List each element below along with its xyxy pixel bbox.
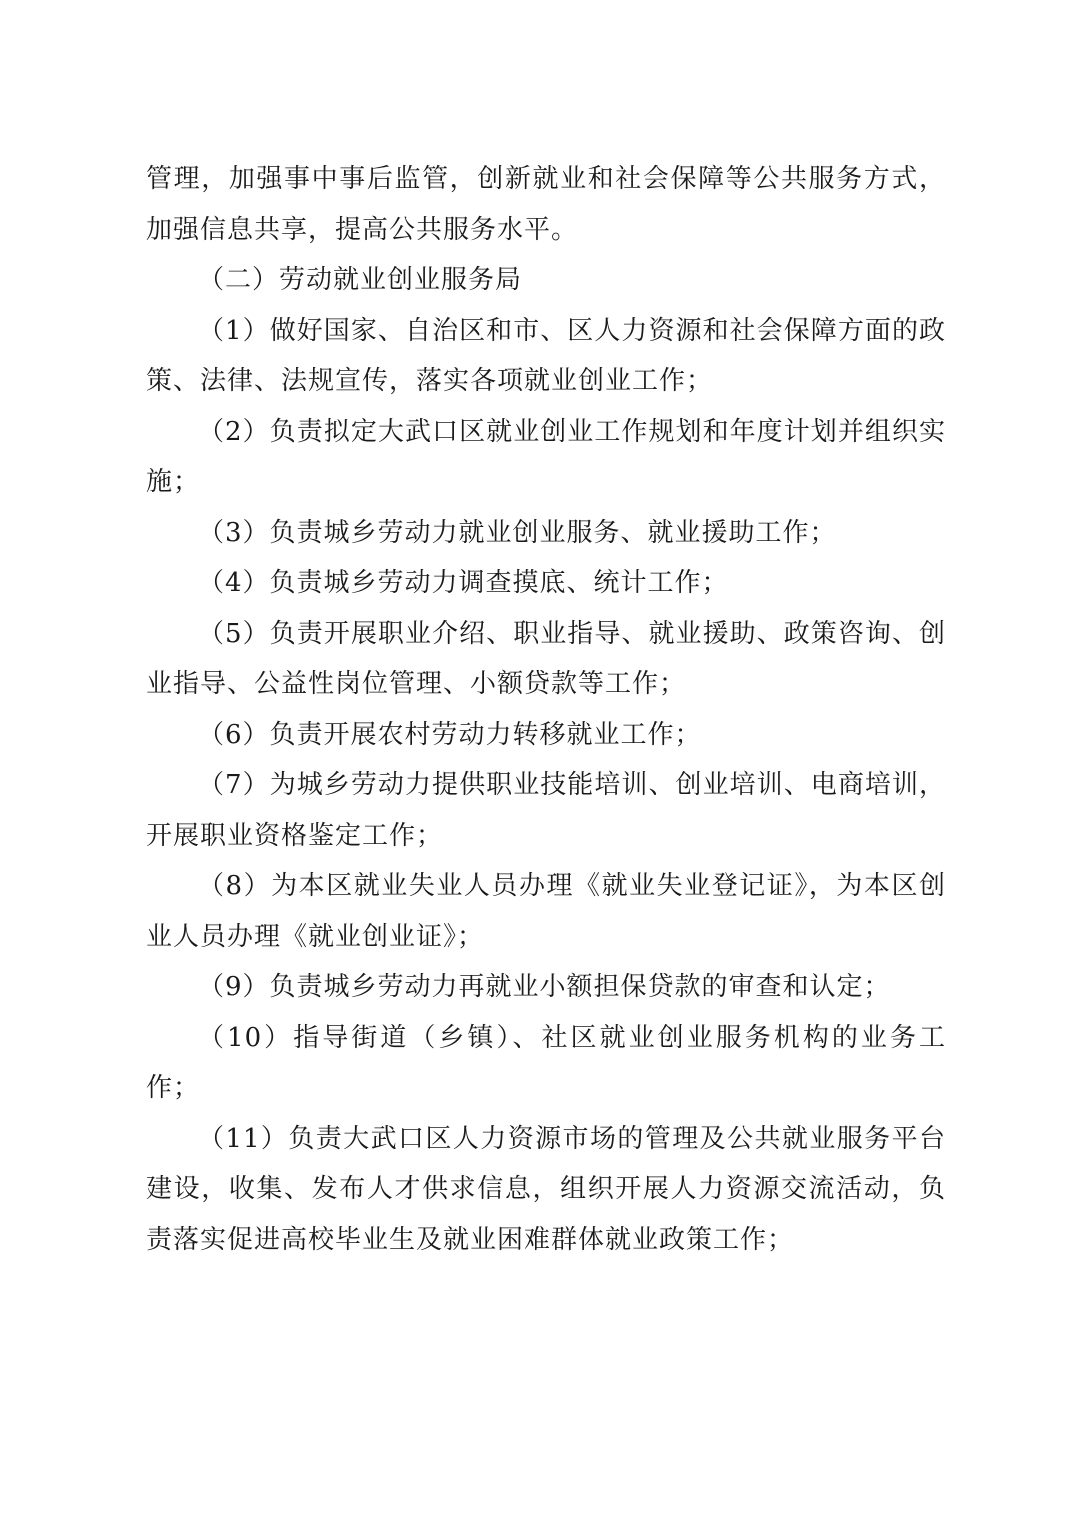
paragraph-continuation: 管理，加强事中事后监管，创新就业和社会保障等公共服务方式，加强信息共享，提高公共服务水平。	[146, 164, 946, 245]
list-item-6: （6）负责开展农村劳动力转移就业工作；	[198, 719, 702, 750]
list-item-4: （4）负责城乡劳动力调查摸底、统计工作；	[198, 568, 729, 598]
list-item-7: （7）为城乡劳动力提供职业技能培训、创业培训、电商培训，开展职业资格鉴定工作；	[146, 770, 946, 851]
list-item-2: （2）负责拟定大武口区就业创业工作规划和年度计划并组织实施；	[146, 416, 946, 497]
list-item-8: （8）为本区就业失业人员办理《就业失业登记证》，为本区创业人员办理《就业创业证》；	[146, 871, 946, 952]
list-item-3: （3）负责城乡劳动力就业创业服务、就业援助工作；	[198, 517, 837, 548]
list-item-11: （11）负责大武口区人力资源市场的管理及公共就业服务平台建设，收集、发布人才供求信息，组织开展人力资源交流活动，负责落实促进高校毕业生及就业困难群体就业政策工作；	[146, 1123, 946, 1255]
list-item-5: （5）负责开展职业介绍、职业指导、就业援助、政策咨询、创业指导、公益性岗位管理、小额贷款等工作；	[146, 618, 946, 699]
document-body	[146, 154, 946, 1265]
list-item-10: （10）指导街道（乡镇）、社区就业创业服务机构的业务工作；	[146, 1022, 946, 1103]
list-item-9: （9）负责城乡劳动力再就业小额担保贷款的审查和认定；	[198, 972, 891, 1002]
section-heading: （二）劳动就业创业服务局	[198, 265, 523, 295]
list-item-1: （1）做好国家、自治区和市、区人力资源和社会保障方面的政策、法律、法规宣传，落实各项就业创业工作；	[146, 315, 946, 396]
